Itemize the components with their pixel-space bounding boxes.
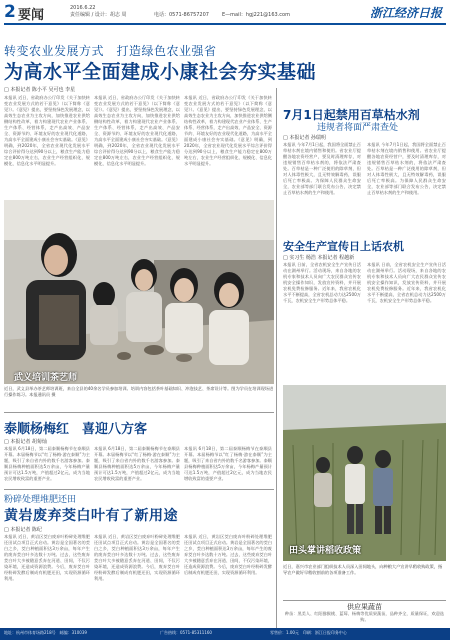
right-byline-2: □ 实习生 杨浩 本报记者 程越新 <box>283 255 355 261</box>
lead-body-col1: 本报讯 近日，省政府办公厅印发《关于加快转变农业发展方式的若干意见》（以下简称《意见》）。《意见》提出，要坚持绿色发展理念，以高效生态农业为主攻方向，加快推进农业供给侧结构性改革，着力构建现代农业产业体系、生产体系、经营体系，走产出高效、产品安全、资源节约、环境友好的农业现代化道路，为高水平全面建成小康社会夯实基础。《意见》明确，到2020年，全省农业现代化发展水平综合评价得分达到90分以上，粮食生产能力稳定在800万吨左右，农业生产经营组织化、规模化、信息化水平明显提升。 <box>4 95 90 166</box>
masthead: 浙江经济日报 <box>369 6 442 20</box>
phone-line: 电话：0571-86757207 <box>154 12 209 18</box>
page-header <box>4 3 446 25</box>
right-body-1-col2: 本报讯 今年7月1日起，我国将全面禁止百草枯水剂在境内销售和使用。省农业厅提醒各地农资经营户，要及时清理库存，对违规销售百草枯水剂的，将依法严肃查处。百草枯是一种广泛使用的除草剂，但对人体毒性极大，且无特效解毒药，误服后死亡率极高。为保障人民群众生命安全，农业部等部门联合发布公告，决定禁止百草枯水剂的生产和使用。 <box>367 142 446 195</box>
footer-price: 零售价：1.00元 印刷：浙江日报印务中心 <box>270 630 347 635</box>
right-body-2-col1: 本报讯 日前，全省农机安全生产宣传日活动在湖州举行。活动现场，来自各地的农机专家和技术人员向广大农民群众宣传农机安全操作知识，发放宣传资料，并开展农机免费检修服务。近年来，我省农机化水平不断提高，全省农机总动力达2500万千瓦，农机安全生产形势总体平稳。 <box>283 262 361 303</box>
mid-headline: 泰顺杨梅红 喜迎八方客 <box>4 422 148 437</box>
low-body-col2: 本报讯 近日，黄岩区茭白废弃叶粉碎处理堆肥还田试点项目正式启动。黄岩是全国著名的茭白之乡，茭白种植面积达3万余亩，每年产生的废弃茭白叶多达数十万吨。过去，这些废弃茭白叶大多被随意丢弃在河道、田间，不仅污染环境，还造成资源浪费。今后，废弃茭白叶经粉碎发酵后制成有机肥还田，实现资源循环利用。 <box>94 534 180 581</box>
divider <box>4 412 274 413</box>
low-kicker: 粉碎处理堆肥还田 <box>4 495 77 505</box>
page-footer <box>0 628 450 640</box>
section-title: 要闻 <box>18 8 45 23</box>
footer-ad-hotline: 广告热线：0571-85311160 <box>160 630 212 635</box>
photo2-label: 田头掌讲稻收政策 <box>289 546 362 556</box>
column-divider <box>276 88 277 628</box>
date-line: 2016.6.22 <box>70 5 96 11</box>
editor-line: 责任编辑 / 设计：胡志 周 <box>70 12 127 18</box>
right-body-1-col1: 本报讯 今年7月1日起，我国将全面禁止百草枯水剂在境内销售和使用。省农业厅提醒各地农资经营户，要及时清理库存，对违规销售百草枯水剂的，将依法严肃查处。百草枯是一种广泛使用的除草剂，但对人体毒性极大，且无特效解毒药，误服后死亡率极高。为保障人民群众生命安全，农业部等部门联合发布公告，决定禁止百草枯水剂的生产和使用。 <box>283 142 361 195</box>
lead-kicker: 转变农业发展方式 打造绿色农业强省 <box>4 44 217 58</box>
photo2-caption: 近日，嘉兴市农业部门组织技术人员深入田间地头，向种粮大户宣讲早稻收购政策，指导农户做好早稻收割前的各项准备工作。 <box>283 564 443 575</box>
ad-body: 种苗：黑美人、红阳猕猴桃、蓝莓、杨梅等优质果蔬苗，品种齐全，质量保证，欢迎选购。 <box>284 611 445 622</box>
tea-training-photo <box>4 200 274 384</box>
photo1-label: 武义培训茶艺师 <box>14 373 78 383</box>
page-number: 2 <box>4 2 16 22</box>
tea-training-illustration <box>4 200 274 384</box>
right-body-2-col2: 本报讯 日前，全省农机安全生产宣传日活动在湖州举行。活动现场，来自各地的农机专家和技术人员向广大农民群众宣传农机安全操作知识，发放宣传资料，并开展农机免费检修服务。近年来，我省农机化水平不断提高，全省农机总动力达2500万千瓦，农机安全生产形势总体平稳。 <box>367 262 446 303</box>
mid-body-col3: 本报讯 6月18日，第二届泰顺杨梅节在泰顺县开幕。本届杨梅节以“红了杨梅·游在泰顺”为主题，吸引了来自省内外的数千名游客参加。泰顺县杨梅种植面积达5万余亩，今年杨梅产量预计可达1.5万吨，产值超过2亿元，成为当地农民增收致富的重要产业。 <box>184 446 272 481</box>
lead-body-col3: 本报讯 近日，省政府办公厅印发《关于加快转变农业发展方式的若干意见》（以下简称《意见》）。《意见》提出，要坚持绿色发展理念，以高效生态农业为主攻方向，加快推进农业供给侧结构性改革，着力构建现代农业产业体系、生产体系、经营体系，走产出高效、产品安全、资源节约、环境友好的农业现代化道路，为高水平全面建成小康社会夯实基础。《意见》明确，到2020年，全省农业现代化发展水平综合评价得分达到90分以上，粮食生产能力稳定在800万吨左右，农业生产经营组织化、规模化、信息化水平明显提升。 <box>184 95 272 166</box>
low-headline: 黄岩废弃茭白叶有了新用途 <box>4 508 178 524</box>
lead-byline: □ 本报记者 陈小平 吴可也 李星 <box>4 87 76 93</box>
photo1-caption: 近日，武义县举办茶艺师培训班，来自全县的40余名学员参加培训。培训内容包括茶叶基础知识、冲泡技艺、茶席设计等。图为学员在培训现场进行操作练习。本报通讯员 摄 <box>4 386 274 397</box>
ad-title: 供应果蔬苗 <box>347 603 382 611</box>
low-byline: □ 本报记者 陈纪 <box>4 527 42 533</box>
mid-body-col2: 本报讯 6月18日，第二届泰顺杨梅节在泰顺县开幕。本届杨梅节以“红了杨梅·游在泰顺”为主题，吸引了来自省内外的数千名游客参加。泰顺县杨梅种植面积达5万余亩，今年杨梅产量预计可达1.5万吨，产值超过2亿元，成为当地农民增收致富的重要产业。 <box>94 446 180 481</box>
footer-address: 地址：杭州市体育场路218号 邮编：310039 <box>4 630 87 635</box>
lead-body-col2: 本报讯 近日，省政府办公厅印发《关于加快转变农业发展方式的若干意见》（以下简称《意见》）。《意见》提出，要坚持绿色发展理念，以高效生态农业为主攻方向，加快推进农业供给侧结构性改革，着力构建现代农业产业体系、生产体系、经营体系，走产出高效、产品安全、资源节约、环境友好的农业现代化道路，为高水平全面建成小康社会夯实基础。《意见》明确，到2020年，全省农业现代化发展水平综合评价得分达到90分以上，粮食生产能力稳定在800万吨左右，农业生产经营组织化、规模化、信息化水平明显提升。 <box>94 95 180 166</box>
divider <box>4 489 274 490</box>
email-line: E—mail：hgj221@163.com <box>222 12 290 18</box>
low-body-col1: 本报讯 近日，黄岩区茭白废弃叶粉碎处理堆肥还田试点项目正式启动。黄岩是全国著名的茭白之乡，茭白种植面积达3万余亩，每年产生的废弃茭白叶多达数十万吨。过去，这些废弃茭白叶大多被随意丢弃在河道、田间，不仅污染环境，还造成资源浪费。今后，废弃茭白叶经粉碎发酵后制成有机肥还田，实现资源循环利用。 <box>4 534 90 581</box>
divider <box>283 600 446 601</box>
rice-field-illustration <box>283 385 446 561</box>
lead-headline: 为高水平全面建成小康社会夯实基础 <box>4 61 317 83</box>
right-headline-1: 7月1日起禁用百草枯水剂 <box>283 108 420 122</box>
right-subhead-1: 违规者将面严肃查处 <box>317 123 399 133</box>
right-byline-1: □ 本报记者 孙瑞明 <box>283 135 326 141</box>
low-body-col3: 本报讯 近日，黄岩区茭白废弃叶粉碎处理堆肥还田试点项目正式启动。黄岩是全国著名的茭白之乡，茭白种植面积达3万余亩，每年产生的废弃茭白叶多达数十万吨。过去，这些废弃茭白叶大多被随意丢弃在河道、田间，不仅污染环境，还造成资源浪费。今后，废弃茭白叶经粉碎发酵后制成有机肥还田，实现资源循环利用。 <box>184 534 272 575</box>
mid-byline: □ 本报记者 胡菊灿 <box>4 439 47 445</box>
rice-field-photo <box>283 385 446 561</box>
mid-body-col1: 本报讯 6月18日，第二届泰顺杨梅节在泰顺县开幕。本届杨梅节以“红了杨梅·游在泰顺”为主题，吸引了来自省内外的数千名游客参加。泰顺县杨梅种植面积达5万余亩，今年杨梅产量预计可达1.5万吨，产值超过2亿元，成为当地农民增收致富的重要产业。 <box>4 446 90 481</box>
right-headline-2: 安全生产宣传日上话农机 <box>283 240 404 253</box>
